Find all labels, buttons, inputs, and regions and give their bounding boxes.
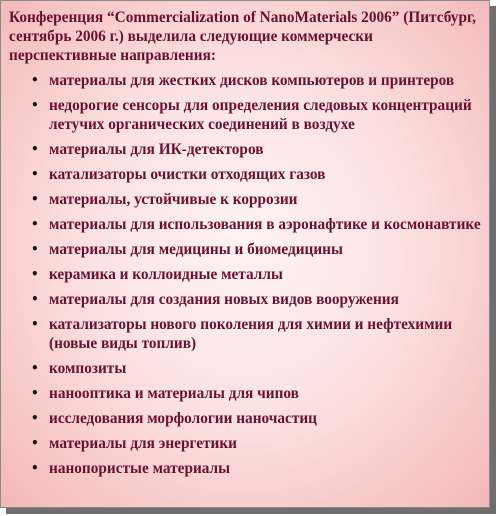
bullet-icon: • xyxy=(31,317,39,331)
bullet-icon: • xyxy=(31,217,39,231)
list-item-text: материалы для ИК-детекторов xyxy=(49,141,264,158)
list-item-text: материалы для жестких дисков компьютеров и принтеров xyxy=(49,72,455,89)
list-item xyxy=(9,290,481,309)
list-item xyxy=(9,459,481,478)
list-item xyxy=(9,71,481,90)
bullet-icon: • xyxy=(31,242,39,256)
list-item-text: исследования морфологии наночастиц xyxy=(49,410,317,427)
list-item xyxy=(9,165,481,184)
list-item xyxy=(9,265,481,284)
list-item-text: материалы для использования в аэронафтике и космонавтике xyxy=(49,216,481,233)
bullet-icon: • xyxy=(31,436,39,450)
list-item xyxy=(9,215,481,234)
list-item xyxy=(9,359,481,378)
bullet-icon: • xyxy=(31,142,39,156)
list-item-text: нанопористые материалы xyxy=(49,460,231,477)
bullet-icon: • xyxy=(31,361,39,375)
list-item xyxy=(9,434,481,453)
bullet-icon: • xyxy=(31,192,39,206)
list-item-text: композиты xyxy=(49,360,127,377)
list-item xyxy=(9,140,481,159)
list-item-text: керамика и коллоидные металлы xyxy=(49,266,283,283)
bullet-icon: • xyxy=(31,98,39,112)
list-item xyxy=(9,409,481,428)
list-item-text: материалы для создания новых видов вооружения xyxy=(49,291,399,308)
list-item-text: материалы, устойчивые к коррозии xyxy=(49,191,298,208)
list-item xyxy=(9,315,481,353)
bullet-icon: • xyxy=(31,167,39,181)
bullet-icon: • xyxy=(31,461,39,475)
list-item xyxy=(9,96,481,134)
bullet-icon: • xyxy=(31,386,39,400)
list-item xyxy=(9,240,481,259)
list-item-text: катализаторы нового поколения для химии и нефтехимии (новые виды топлив) xyxy=(49,316,453,352)
list-item-text: недорогие сенсоры для определения следовых концентраций летучих органических соединений в воздухе xyxy=(49,97,472,133)
bullet-icon: • xyxy=(31,411,39,425)
intro-paragraph: Конференция “Commercialization of NanoMaterials 2006” (Питсбург, сентябрь 2006 г.) выделила следующие коммерчески перспективные направления: xyxy=(9,9,477,64)
list-item-text: материалы для энергетики xyxy=(49,435,237,452)
list-item-text: материалы для медицины и биомедицины xyxy=(49,241,343,258)
list-item xyxy=(9,190,481,209)
bullet-icon: • xyxy=(31,267,39,281)
bullet-icon: • xyxy=(31,73,39,87)
list-item-text: нанооптика и материалы для чипов xyxy=(49,385,299,402)
bullet-icon: • xyxy=(31,292,39,306)
list-item xyxy=(9,384,481,403)
list-item-text: катализаторы очистки отходящих газов xyxy=(49,166,326,183)
directions-list xyxy=(9,71,481,478)
